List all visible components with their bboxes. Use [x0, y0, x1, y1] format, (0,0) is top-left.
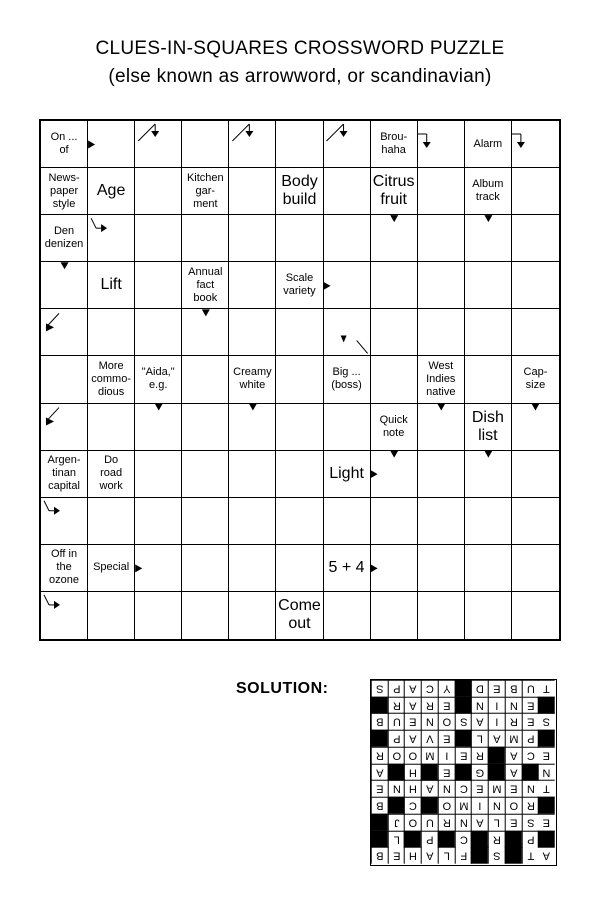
answer-cell[interactable] — [41, 498, 88, 545]
clue-cell — [465, 121, 512, 168]
solution-letter: A — [404, 730, 421, 747]
solution-block — [505, 847, 522, 864]
answer-cell[interactable] — [512, 404, 559, 451]
clue-cell — [371, 121, 418, 168]
solution-letter: I — [438, 747, 455, 764]
solution-block — [488, 747, 505, 764]
solution-block — [388, 797, 405, 814]
solution-letter: C — [404, 797, 421, 814]
answer-cell[interactable] — [465, 498, 512, 545]
answer-cell[interactable] — [465, 545, 512, 592]
solution-letter: P — [388, 730, 405, 747]
solution-letter: A — [471, 713, 488, 730]
answer-cell[interactable] — [512, 168, 559, 215]
clue-cell — [182, 262, 229, 309]
solution-block — [471, 831, 488, 848]
solution-letter: F — [455, 847, 472, 864]
solution-letter: B — [371, 797, 388, 814]
solution-letter: U — [421, 814, 438, 831]
solution-letter: E — [522, 697, 539, 714]
clue-cell — [182, 168, 229, 215]
solution-block — [421, 797, 438, 814]
solution-letter: C — [455, 780, 472, 797]
clue-text: Dish list — [471, 408, 504, 444]
answer-cell[interactable] — [135, 545, 182, 592]
clue-cell — [512, 356, 559, 403]
solution-letter: Y — [438, 680, 455, 697]
solution-block — [471, 847, 488, 864]
solution-letter: A — [505, 747, 522, 764]
solution-letter: O — [404, 747, 421, 764]
clue-text: Light — [329, 464, 364, 482]
clue-text: Cap- size — [523, 366, 548, 392]
answer-cell[interactable] — [88, 215, 135, 262]
answer-cell[interactable] — [371, 215, 418, 262]
answer-cell[interactable] — [512, 215, 559, 262]
answer-cell[interactable] — [276, 451, 323, 498]
answer-cell[interactable] — [418, 168, 465, 215]
clue-text: Argen- tinan capital — [47, 454, 81, 493]
answer-cell[interactable] — [512, 262, 559, 309]
solution-letter: N — [388, 780, 405, 797]
clue-text: Citrus fruit — [372, 173, 415, 209]
answer-cell[interactable] — [324, 592, 371, 639]
answer-cell[interactable] — [465, 309, 512, 356]
solution-block — [538, 797, 555, 814]
solution-letter: R — [488, 831, 505, 848]
clue-text: Scale variety — [283, 272, 316, 298]
answer-cell[interactable] — [371, 309, 418, 356]
answer-cell[interactable] — [229, 121, 276, 168]
answer-cell[interactable] — [229, 592, 276, 639]
answer-cell[interactable] — [135, 592, 182, 639]
clue-cell — [276, 168, 323, 215]
solution-letter: L — [438, 847, 455, 864]
solution-letter: E — [522, 713, 539, 730]
answer-cell[interactable] — [371, 356, 418, 403]
clue-text: News- paper style — [48, 171, 80, 210]
clue-text: Annual fact book — [188, 265, 223, 304]
puzzle-subtitle: (else known as arrowword, or scandinavian) — [108, 66, 492, 87]
solution-letter: R — [471, 747, 488, 764]
clue-text: Age — [96, 182, 126, 200]
solution-letter: E — [388, 847, 405, 864]
solution-letter: T — [538, 680, 555, 697]
answer-cell[interactable] — [465, 262, 512, 309]
solution-letter: R — [505, 713, 522, 730]
solution-letter: N — [421, 713, 438, 730]
solution-letter: N — [488, 797, 505, 814]
answer-cell[interactable] — [465, 592, 512, 639]
answer-cell[interactable] — [371, 451, 418, 498]
clue-text: Come out — [278, 597, 321, 633]
clue-cell — [276, 592, 323, 639]
answer-cell[interactable] — [276, 404, 323, 451]
solution-block — [488, 764, 505, 781]
clue-text: Kitchen gar- ment — [186, 171, 224, 210]
answer-cell[interactable] — [135, 215, 182, 262]
clue-cell — [229, 356, 276, 403]
answer-cell[interactable] — [418, 545, 465, 592]
clue-text: Special — [93, 561, 130, 574]
solution-letter: O — [438, 797, 455, 814]
solution-block — [404, 831, 421, 848]
clue-cell — [418, 356, 465, 403]
solution-block — [388, 764, 405, 781]
answer-cell[interactable] — [41, 262, 88, 309]
solution-letter: B — [371, 713, 388, 730]
answer-cell[interactable] — [135, 309, 182, 356]
solution-letter: B — [505, 680, 522, 697]
clue-text: Album track — [472, 178, 504, 204]
clue-cell — [41, 168, 88, 215]
solution-letter: N — [471, 697, 488, 714]
clue-cell — [88, 168, 135, 215]
answer-cell[interactable] — [371, 545, 418, 592]
solution-grid — [370, 679, 557, 866]
solution-letter: U — [522, 680, 539, 697]
solution-letter: P — [522, 831, 539, 848]
solution-block — [421, 764, 438, 781]
solution-block — [522, 764, 539, 781]
clue-text: Do road work — [99, 454, 123, 493]
answer-cell[interactable] — [88, 404, 135, 451]
solution-letter: P — [388, 680, 405, 697]
solution-letter: A — [505, 764, 522, 781]
answer-cell[interactable] — [229, 451, 276, 498]
solution-letter: A — [404, 680, 421, 697]
solution-letter: E — [404, 713, 421, 730]
answer-cell[interactable] — [418, 309, 465, 356]
clue-cell — [41, 545, 88, 592]
answer-cell[interactable] — [135, 498, 182, 545]
clue-text: Quick note — [379, 413, 408, 439]
answer-cell[interactable] — [324, 404, 371, 451]
answer-cell[interactable] — [182, 309, 229, 356]
clue-text: 5 + 4 — [328, 558, 365, 576]
answer-cell[interactable] — [229, 262, 276, 309]
answer-cell[interactable] — [276, 356, 323, 403]
solution-letter: R — [371, 747, 388, 764]
solution-letter: U — [388, 713, 405, 730]
answer-cell[interactable] — [418, 451, 465, 498]
answer-cell[interactable] — [276, 545, 323, 592]
answer-cell[interactable] — [418, 215, 465, 262]
answer-cell[interactable] — [324, 168, 371, 215]
solution-block — [371, 831, 388, 848]
solution-letter: G — [471, 764, 488, 781]
solution-block — [538, 730, 555, 747]
answer-cell[interactable] — [512, 451, 559, 498]
answer-cell[interactable] — [371, 262, 418, 309]
clue-cell — [135, 356, 182, 403]
solution-letter: R — [421, 697, 438, 714]
clue-text: Body build — [281, 173, 318, 209]
answer-cell[interactable] — [324, 215, 371, 262]
clue-cell — [276, 262, 323, 309]
solution-block — [371, 814, 388, 831]
clue-text: Creamy white — [233, 366, 272, 392]
answer-cell[interactable] — [418, 498, 465, 545]
answer-cell[interactable] — [276, 309, 323, 356]
clue-cell — [324, 451, 371, 498]
solution-letter: P — [522, 730, 539, 747]
answer-cell[interactable] — [135, 168, 182, 215]
answer-cell[interactable] — [41, 404, 88, 451]
solution-label: SOLUTION: — [236, 680, 329, 697]
clue-text: More commo- dious — [91, 359, 131, 398]
answer-cell[interactable] — [418, 262, 465, 309]
clue-cell — [465, 404, 512, 451]
clue-cell — [324, 545, 371, 592]
solution-letter: S — [371, 680, 388, 697]
answer-cell[interactable] — [512, 592, 559, 639]
answer-cell[interactable] — [88, 121, 135, 168]
solution-letter: N — [522, 780, 539, 797]
solution-letter: H — [404, 764, 421, 781]
solution-letter: E — [438, 764, 455, 781]
clue-cell — [371, 404, 418, 451]
solution-block — [455, 697, 472, 714]
solution-letter: L — [488, 814, 505, 831]
answer-cell[interactable] — [182, 404, 229, 451]
solution-letter: D — [471, 680, 488, 697]
solution-letter: I — [471, 797, 488, 814]
answer-cell[interactable] — [276, 498, 323, 545]
solution-letter: M — [488, 780, 505, 797]
answer-cell[interactable] — [229, 545, 276, 592]
solution-letter: C — [421, 680, 438, 697]
answer-cell[interactable] — [182, 498, 229, 545]
answer-cell[interactable] — [182, 215, 229, 262]
answer-cell[interactable] — [88, 592, 135, 639]
solution-block — [371, 697, 388, 714]
solution-letter: E — [505, 780, 522, 797]
solution-letter: S — [522, 814, 539, 831]
solution-letter: J — [388, 814, 405, 831]
clue-cell — [41, 215, 88, 262]
answer-cell[interactable] — [371, 592, 418, 639]
answer-cell[interactable] — [41, 592, 88, 639]
solution-letter: A — [471, 814, 488, 831]
answer-cell[interactable] — [229, 309, 276, 356]
solution-letter: A — [371, 764, 388, 781]
solution-block — [371, 730, 388, 747]
solution-letter: H — [404, 847, 421, 864]
solution-letter: B — [371, 847, 388, 864]
clue-cell — [88, 356, 135, 403]
answer-cell[interactable] — [512, 121, 559, 168]
solution-letter: E — [538, 747, 555, 764]
solution-block — [455, 764, 472, 781]
clue-cell — [88, 262, 135, 309]
answer-cell[interactable] — [229, 404, 276, 451]
solution-letter: A — [421, 847, 438, 864]
answer-cell[interactable] — [512, 498, 559, 545]
solution-block — [538, 697, 555, 714]
clue-text: Big ... (boss) — [331, 366, 362, 392]
solution-letter: H — [404, 780, 421, 797]
solution-letter: E — [371, 780, 388, 797]
answer-cell[interactable] — [229, 168, 276, 215]
solution-letter: S — [488, 847, 505, 864]
solution-letter: E — [471, 780, 488, 797]
solution-block — [438, 831, 455, 848]
solution-letter: A — [404, 697, 421, 714]
solution-letter: O — [388, 747, 405, 764]
solution-letter: R — [522, 797, 539, 814]
solution-letter: O — [404, 814, 421, 831]
solution-letter: M — [455, 797, 472, 814]
solution-block — [538, 831, 555, 848]
solution-letter: L — [471, 730, 488, 747]
answer-cell[interactable] — [135, 404, 182, 451]
answer-cell[interactable] — [418, 404, 465, 451]
answer-cell[interactable] — [371, 498, 418, 545]
answer-cell[interactable] — [465, 215, 512, 262]
solution-letter: A — [488, 730, 505, 747]
solution-letter: E — [438, 697, 455, 714]
solution-letter: C — [455, 831, 472, 848]
clue-cell — [88, 451, 135, 498]
solution-letter: N — [538, 764, 555, 781]
clue-cell — [41, 121, 88, 168]
solution-letter: E — [488, 680, 505, 697]
answer-cell[interactable] — [135, 121, 182, 168]
crossword-grid[interactable] — [39, 119, 561, 641]
solution-letter: E — [538, 814, 555, 831]
clue-cell — [324, 356, 371, 403]
answer-cell[interactable] — [512, 309, 559, 356]
answer-cell[interactable] — [88, 309, 135, 356]
answer-cell[interactable] — [182, 545, 229, 592]
answer-cell[interactable] — [135, 262, 182, 309]
solution-letter: E — [455, 747, 472, 764]
answer-cell[interactable] — [41, 309, 88, 356]
answer-cell[interactable] — [182, 451, 229, 498]
solution-letter: S — [538, 713, 555, 730]
answer-cell[interactable] — [229, 215, 276, 262]
answer-cell[interactable] — [88, 498, 135, 545]
clue-text: West Indies native — [426, 359, 456, 398]
solution-letter: N — [438, 780, 455, 797]
answer-cell[interactable] — [135, 451, 182, 498]
answer-cell[interactable] — [324, 498, 371, 545]
solution-letter: S — [455, 713, 472, 730]
solution-letter: O — [505, 797, 522, 814]
answer-cell[interactable] — [276, 215, 323, 262]
solution-letter: E — [505, 814, 522, 831]
answer-cell[interactable] — [465, 356, 512, 403]
puzzle-title: CLUES-IN-SQUARES CROSSWORD PUZZLE — [95, 38, 505, 59]
clue-text: Den denizen — [44, 225, 84, 251]
answer-cell[interactable] — [324, 121, 371, 168]
answer-cell[interactable] — [418, 121, 465, 168]
solution-letter: M — [505, 730, 522, 747]
clue-text: Alarm — [473, 137, 503, 150]
solution-block — [505, 831, 522, 848]
solution-block — [455, 680, 472, 697]
clue-cell — [465, 168, 512, 215]
solution-letter: P — [421, 831, 438, 848]
solution-letter: I — [488, 697, 505, 714]
solution-letter: A — [421, 780, 438, 797]
solution-letter: I — [488, 713, 505, 730]
solution-letter: A — [542, 849, 551, 862]
clue-cell — [88, 545, 135, 592]
answer-cell[interactable] — [324, 309, 371, 356]
solution-letter: T — [538, 780, 555, 797]
answer-cell[interactable] — [512, 545, 559, 592]
answer-cell[interactable] — [276, 121, 323, 168]
solution-letter: L — [388, 831, 405, 848]
clue-text: Brou- haha — [380, 131, 408, 157]
solution-letter: V — [421, 730, 438, 747]
answer-cell[interactable] — [182, 592, 229, 639]
solution-letter: R — [438, 814, 455, 831]
answer-cell[interactable] — [41, 356, 88, 403]
solution-letter: C — [522, 747, 539, 764]
solution-letter: T — [522, 847, 539, 864]
solution-letter: O — [438, 713, 455, 730]
answer-cell[interactable] — [418, 592, 465, 639]
answer-cell[interactable] — [182, 121, 229, 168]
solution-letter: N — [455, 814, 472, 831]
solution-letter: M — [421, 747, 438, 764]
solution-letter: N — [505, 697, 522, 714]
clue-cell — [41, 451, 88, 498]
solution-block — [455, 730, 472, 747]
clue-text: On ... of — [50, 131, 78, 157]
solution-letter: R — [388, 697, 405, 714]
answer-cell[interactable] — [324, 262, 371, 309]
clue-text: "Aida," e.g. — [141, 366, 175, 392]
answer-cell[interactable] — [229, 498, 276, 545]
clue-text: Off in the ozone — [49, 548, 80, 587]
clue-text: Lift — [100, 276, 122, 294]
clue-cell — [371, 168, 418, 215]
answer-cell[interactable] — [465, 451, 512, 498]
answer-cell[interactable] — [182, 356, 229, 403]
solution-letter: E — [438, 730, 455, 747]
